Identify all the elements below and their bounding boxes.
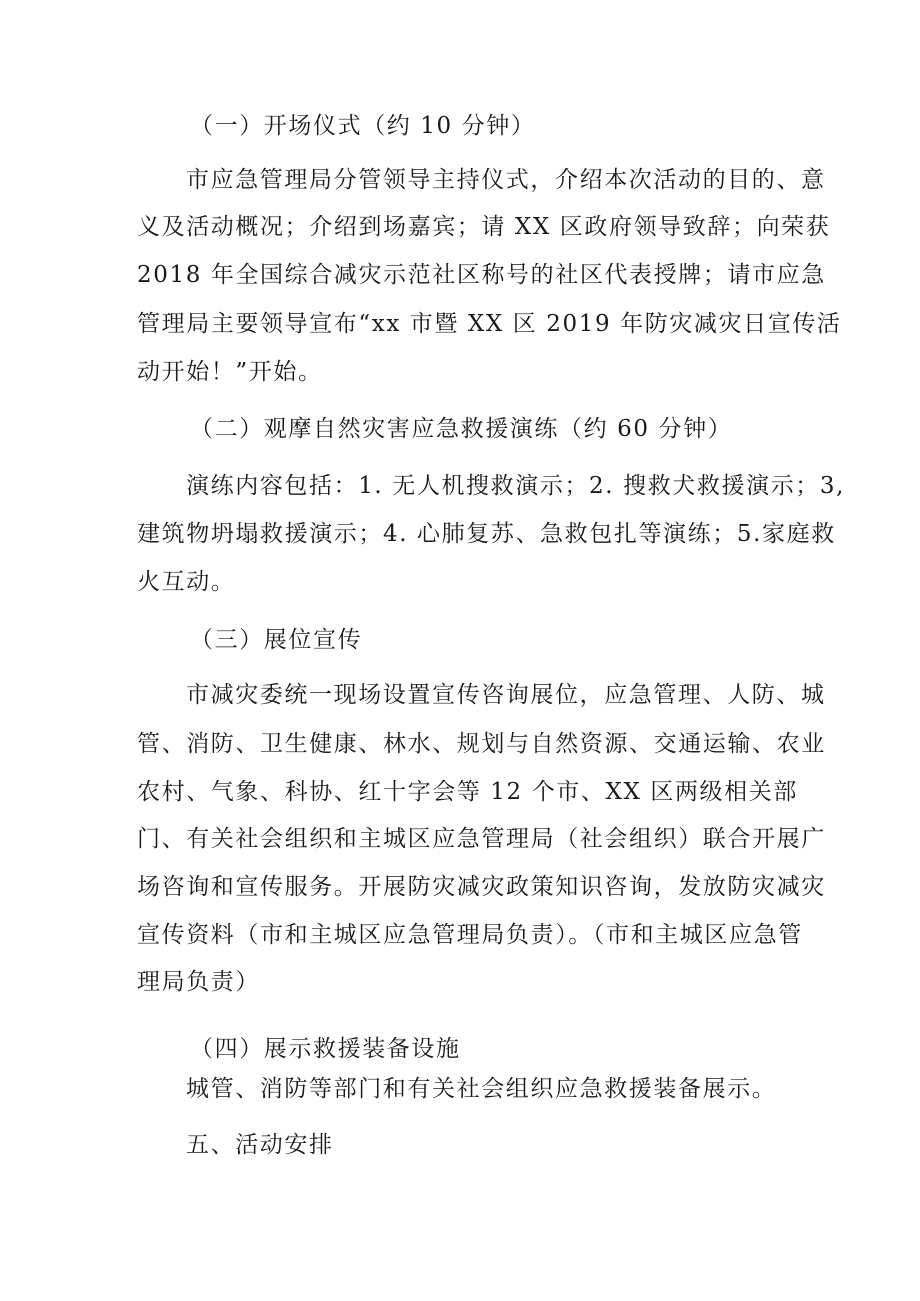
section-1-heading: （一）开场仪式（约 10 分钟）	[190, 113, 536, 139]
section-1-paragraph-line-1: 市应急管理局分管领导主持仪式，介绍本次活动的目的、意	[186, 167, 826, 193]
section-3-paragraph-line-5: 场咨询和宣传服务。开展防灾减灾政策知识咨询，发放防灾减灾	[137, 874, 826, 900]
section-3-heading: （三）展位宣传	[190, 627, 363, 653]
section-2-paragraph-line-3: 火互动。	[137, 569, 236, 595]
section-2-paragraph-line-2: 建筑物坍塌救援演示；4. 心肺复苏、急救包扎等演练；5.家庭救	[137, 521, 836, 547]
section-1-paragraph-line-5: 动开始！”开始。	[137, 359, 323, 385]
section-3-paragraph-line-1: 市减灾委统一现场设置宣传咨询展位，应急管理、人防、城	[186, 682, 826, 708]
section-1-paragraph-line-3: 2018 年全国综合减灾示范社区称号的社区代表授牌；请市应急	[137, 262, 826, 288]
section-3-paragraph-line-6: 宣传资料（市和主城区应急管理局负责）。（市和主城区应急管	[137, 922, 803, 948]
section-1-paragraph-line-2: 义及活动概况；介绍到场嘉宾；请 XX 区政府领导致辞；向荣获	[137, 214, 831, 240]
section-4-paragraph-line-1: 城管、消防等部门和有关社会组织应急救援装备展示。	[186, 1076, 777, 1102]
section-3-paragraph-line-2: 管、消防、卫生健康、林水、规划与自然资源、交通运输、农业	[137, 731, 826, 757]
section-2-heading: （二）观摩自然灾害应急救援演练（约 60 分钟）	[190, 416, 733, 442]
section-3-paragraph-line-7: 理局负责）	[137, 969, 260, 995]
section-3-paragraph-line-4: 门、有关社会组织和主城区应急管理局（社会组织）联合开展广	[137, 826, 826, 852]
section-1-paragraph-line-4: 管理局主要领导宣布“xx 市暨 XX 区 2019 年防灾减灾日宣传活	[137, 311, 842, 337]
section-5-heading: 五、活动安排	[186, 1132, 334, 1158]
section-4-heading: （四）展示救援装备设施	[190, 1036, 461, 1062]
section-3-paragraph-line-3: 农村、气象、科协、红十字会等 12 个市、XX 区两级相关部	[137, 779, 798, 805]
section-2-paragraph-line-1: 演练内容包括：1. 无人机搜救演示；2. 搜救犬救援演示；3,	[186, 473, 846, 499]
